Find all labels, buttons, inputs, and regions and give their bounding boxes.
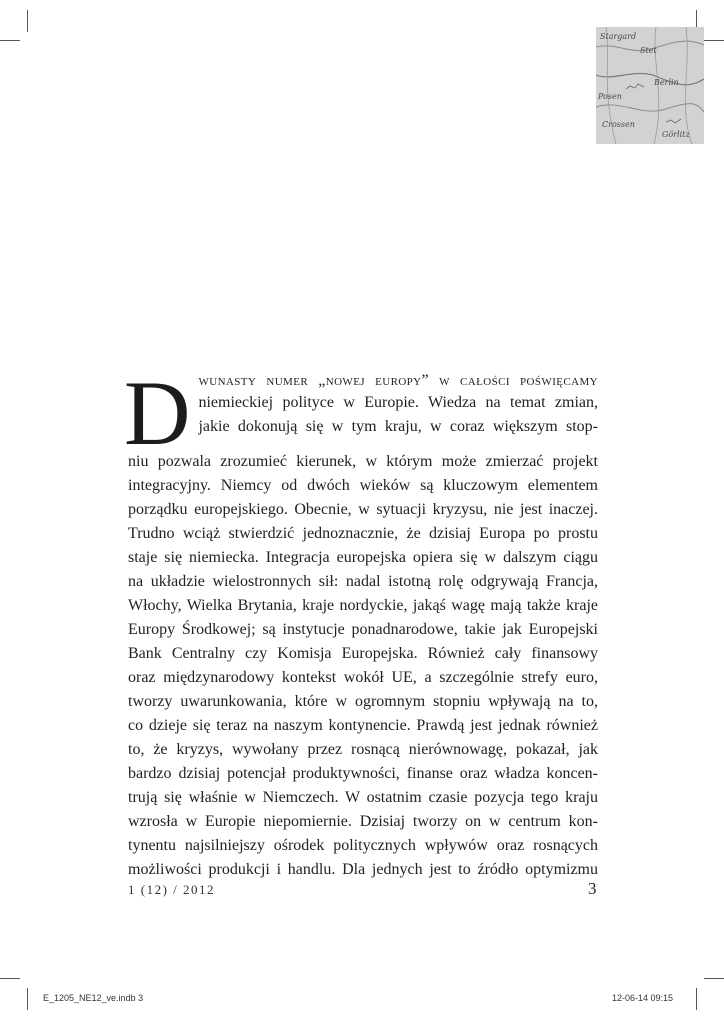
crop-mark-top-right-h <box>704 40 724 41</box>
body-line: Włochy, Wielka Brytania, kraje nordyckie, jakąś wagę mają także kraje <box>128 597 598 614</box>
body-line: tynentu najsilniejszy ośrodek politycznych wpływów oraz rosnących <box>128 837 598 854</box>
body-line: co dzieje się teraz na naszym kontynencie. Prawdą jest jednak również <box>128 717 598 734</box>
crop-mark-top-left-h <box>0 40 20 41</box>
drop-cap: D <box>124 362 191 464</box>
body-line: to, że kryzys, wywołany przez rosnącą nierównowagę, pokazał, jak <box>128 741 598 758</box>
slug-filename: E_1205_NE12_ve.indb 3 <box>43 993 144 1003</box>
map-label: Crossen <box>602 120 635 129</box>
crop-mark-bottom-left-v <box>27 988 28 1010</box>
body-line: na układzie wielostronnych sił: nadal istotną rolę odgrywają Francja, <box>128 573 598 590</box>
body-line: wzrosła w Europie niepomiernie. Dzisiaj tworzy on w centrum kon- <box>128 813 598 830</box>
map-label: Görlitz <box>662 130 690 139</box>
slug-timestamp: 12-06-14 09:15 <box>612 993 674 1003</box>
map-label: Posen <box>598 92 622 101</box>
body-line: integracyjny. Niemcy od dwóch wieków są kluczowym elementem <box>128 477 598 494</box>
body-line: trują się właśnie w Niemczech. W ostatnim czasie pozycja tego kraju <box>128 789 598 806</box>
map-thumbnail-image <box>596 27 704 144</box>
crop-mark-top-left-v <box>27 10 28 32</box>
body-line: niemieckiej polityce w Europie. Wiedza na temat zmian, <box>198 394 598 411</box>
article-body <box>124 362 598 882</box>
issue-number: 1 (12) / 2012 <box>128 882 216 897</box>
map-label: Stet <box>640 46 657 55</box>
body-line: możliwości produkcji i handlu. Dla jednych jest to źródło optymizmu <box>128 861 598 878</box>
page-number: 3 <box>588 879 597 898</box>
body-line: tworzy uwarunkowania, które w ogromnym stopniu wpływają na to, <box>128 693 598 710</box>
body-line: bardzo dzisiaj potencjał produktywności, finanse oraz władza koncen- <box>128 765 598 782</box>
body-line: Trudno wciąż stwierdzić jednoznacznie, że dzisiaj Europa po prostu <box>128 525 598 542</box>
body-line: Europy Środkowej; są instytucje ponadnarodowe, takie jak Europejski <box>128 621 598 638</box>
body-line: porządku europejskiego. Obecnie, w sytuacji kryzysu, nie jest inaczej. <box>128 501 598 518</box>
map-label: Berlin <box>654 78 679 87</box>
body-line: jakie dokonują się w tym kraju, w coraz większym stop- <box>198 418 598 435</box>
crop-mark-bottom-right-v <box>696 988 697 1010</box>
body-line: niu pozwala zrozumieć kierunek, w którym może zmierzać projekt <box>128 453 598 470</box>
body-line: oraz międzynarodowy kontekst wokół UE, a szczególnie strefy euro, <box>128 669 598 686</box>
lead-in-small-caps: wunasty numer „nowej europy” w całości poświęcamy <box>198 372 598 389</box>
map-label: Stargard <box>600 32 637 41</box>
crop-mark-bottom-right-h <box>704 978 724 979</box>
body-line: staje się niemiecka. Integracja europejska opiera się w dalszym ciągu <box>128 549 598 566</box>
crop-mark-bottom-left-h <box>0 978 20 979</box>
body-line: Bank Centralny czy Komisja Europejska. Również cały finansowy <box>128 645 598 662</box>
